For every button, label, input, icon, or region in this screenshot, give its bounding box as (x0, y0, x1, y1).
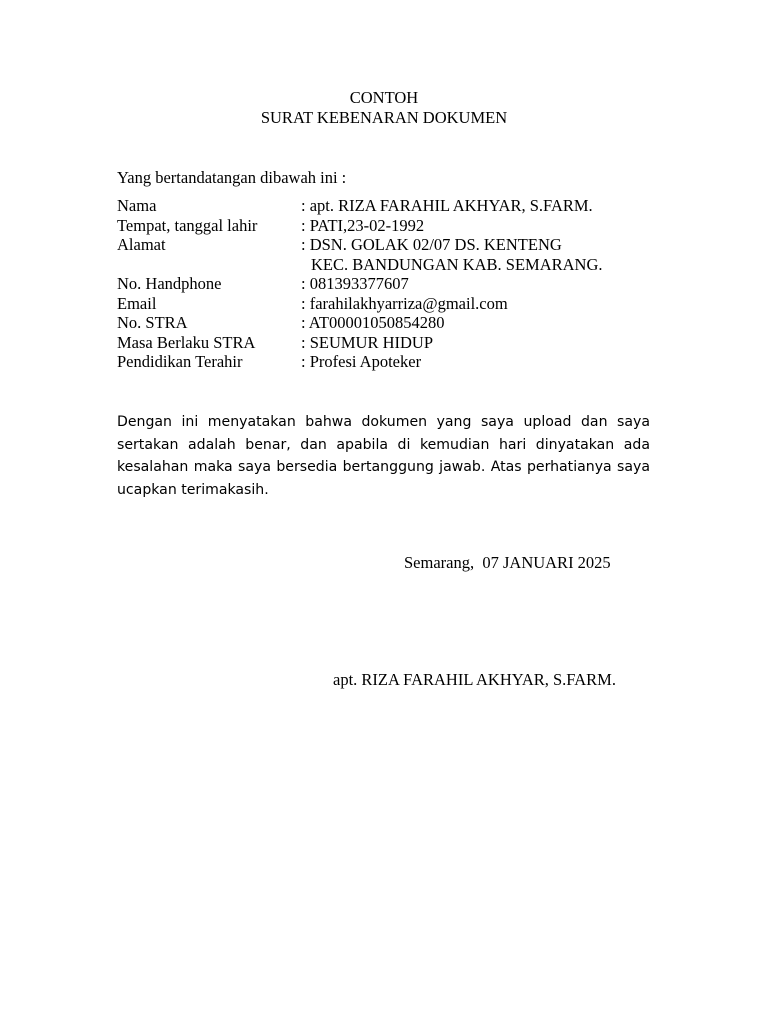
field-value: : SEUMUR HIDUP (301, 332, 434, 352)
field-row-alamat (117, 235, 677, 274)
field-row-pendidikan-terahir (117, 352, 677, 372)
field-value-continuation: KEC. BANDUNGAN KAB. SEMARANG. (311, 254, 603, 274)
document-title: CONTOH (349, 88, 419, 107)
field-value: : 081393377607 (301, 274, 409, 293)
place-date: Semarang, 07 JANUARI 2025 (404, 553, 611, 572)
field-label: Pendidikan Terahir (117, 352, 243, 371)
field-label: Masa Berlaku STRA (117, 332, 256, 352)
identity-fields (117, 196, 677, 372)
field-value: : Profesi Apoteker (301, 352, 422, 371)
field-value: : PATI,23-02-1992 (301, 215, 425, 235)
field-row-no-handphone (117, 274, 677, 294)
field-label: Alamat (117, 235, 166, 254)
field-row-nama (117, 196, 677, 216)
field-row-tempat-tanggal-lahir (117, 216, 677, 236)
field-value-wrapper (301, 235, 677, 274)
document-subtitle: SURAT KEBENARAN DOKUMEN (260, 108, 508, 127)
statement-paragraph: Dengan ini menyatakan bahwa dokumen yang saya upload dan saya sertakan adalah benar, dan apabila di kemudian hari dinyatakan ada kesalahan maka saya bersedia bertanggung jawab. Atas perhatianya saya ucapkan terimakasih. (117, 414, 650, 498)
field-value: : AT00001050854280 (301, 313, 445, 332)
field-label: No. Handphone (117, 274, 222, 293)
field-label: Email (117, 293, 157, 313)
field-label: Tempat, tanggal lahir (117, 215, 258, 235)
field-label: No. STRA (117, 313, 188, 332)
signer-name: apt. RIZA FARAHIL AKHYAR, S.FARM. (333, 670, 616, 689)
field-row-email (117, 294, 677, 314)
intro-text: Yang bertandatangan dibawah ini : (117, 168, 347, 187)
field-label: Nama (117, 196, 157, 215)
field-row-no-stra (117, 313, 677, 333)
field-row-masa-berlaku-stra (117, 333, 677, 353)
field-value: : farahilakhyarriza@gmail.com (301, 293, 508, 313)
field-value: : apt. RIZA FARAHIL AKHYAR, S.FARM. (301, 196, 593, 215)
field-value: : DSN. GOLAK 02/07 DS. KENTENG (301, 235, 562, 254)
